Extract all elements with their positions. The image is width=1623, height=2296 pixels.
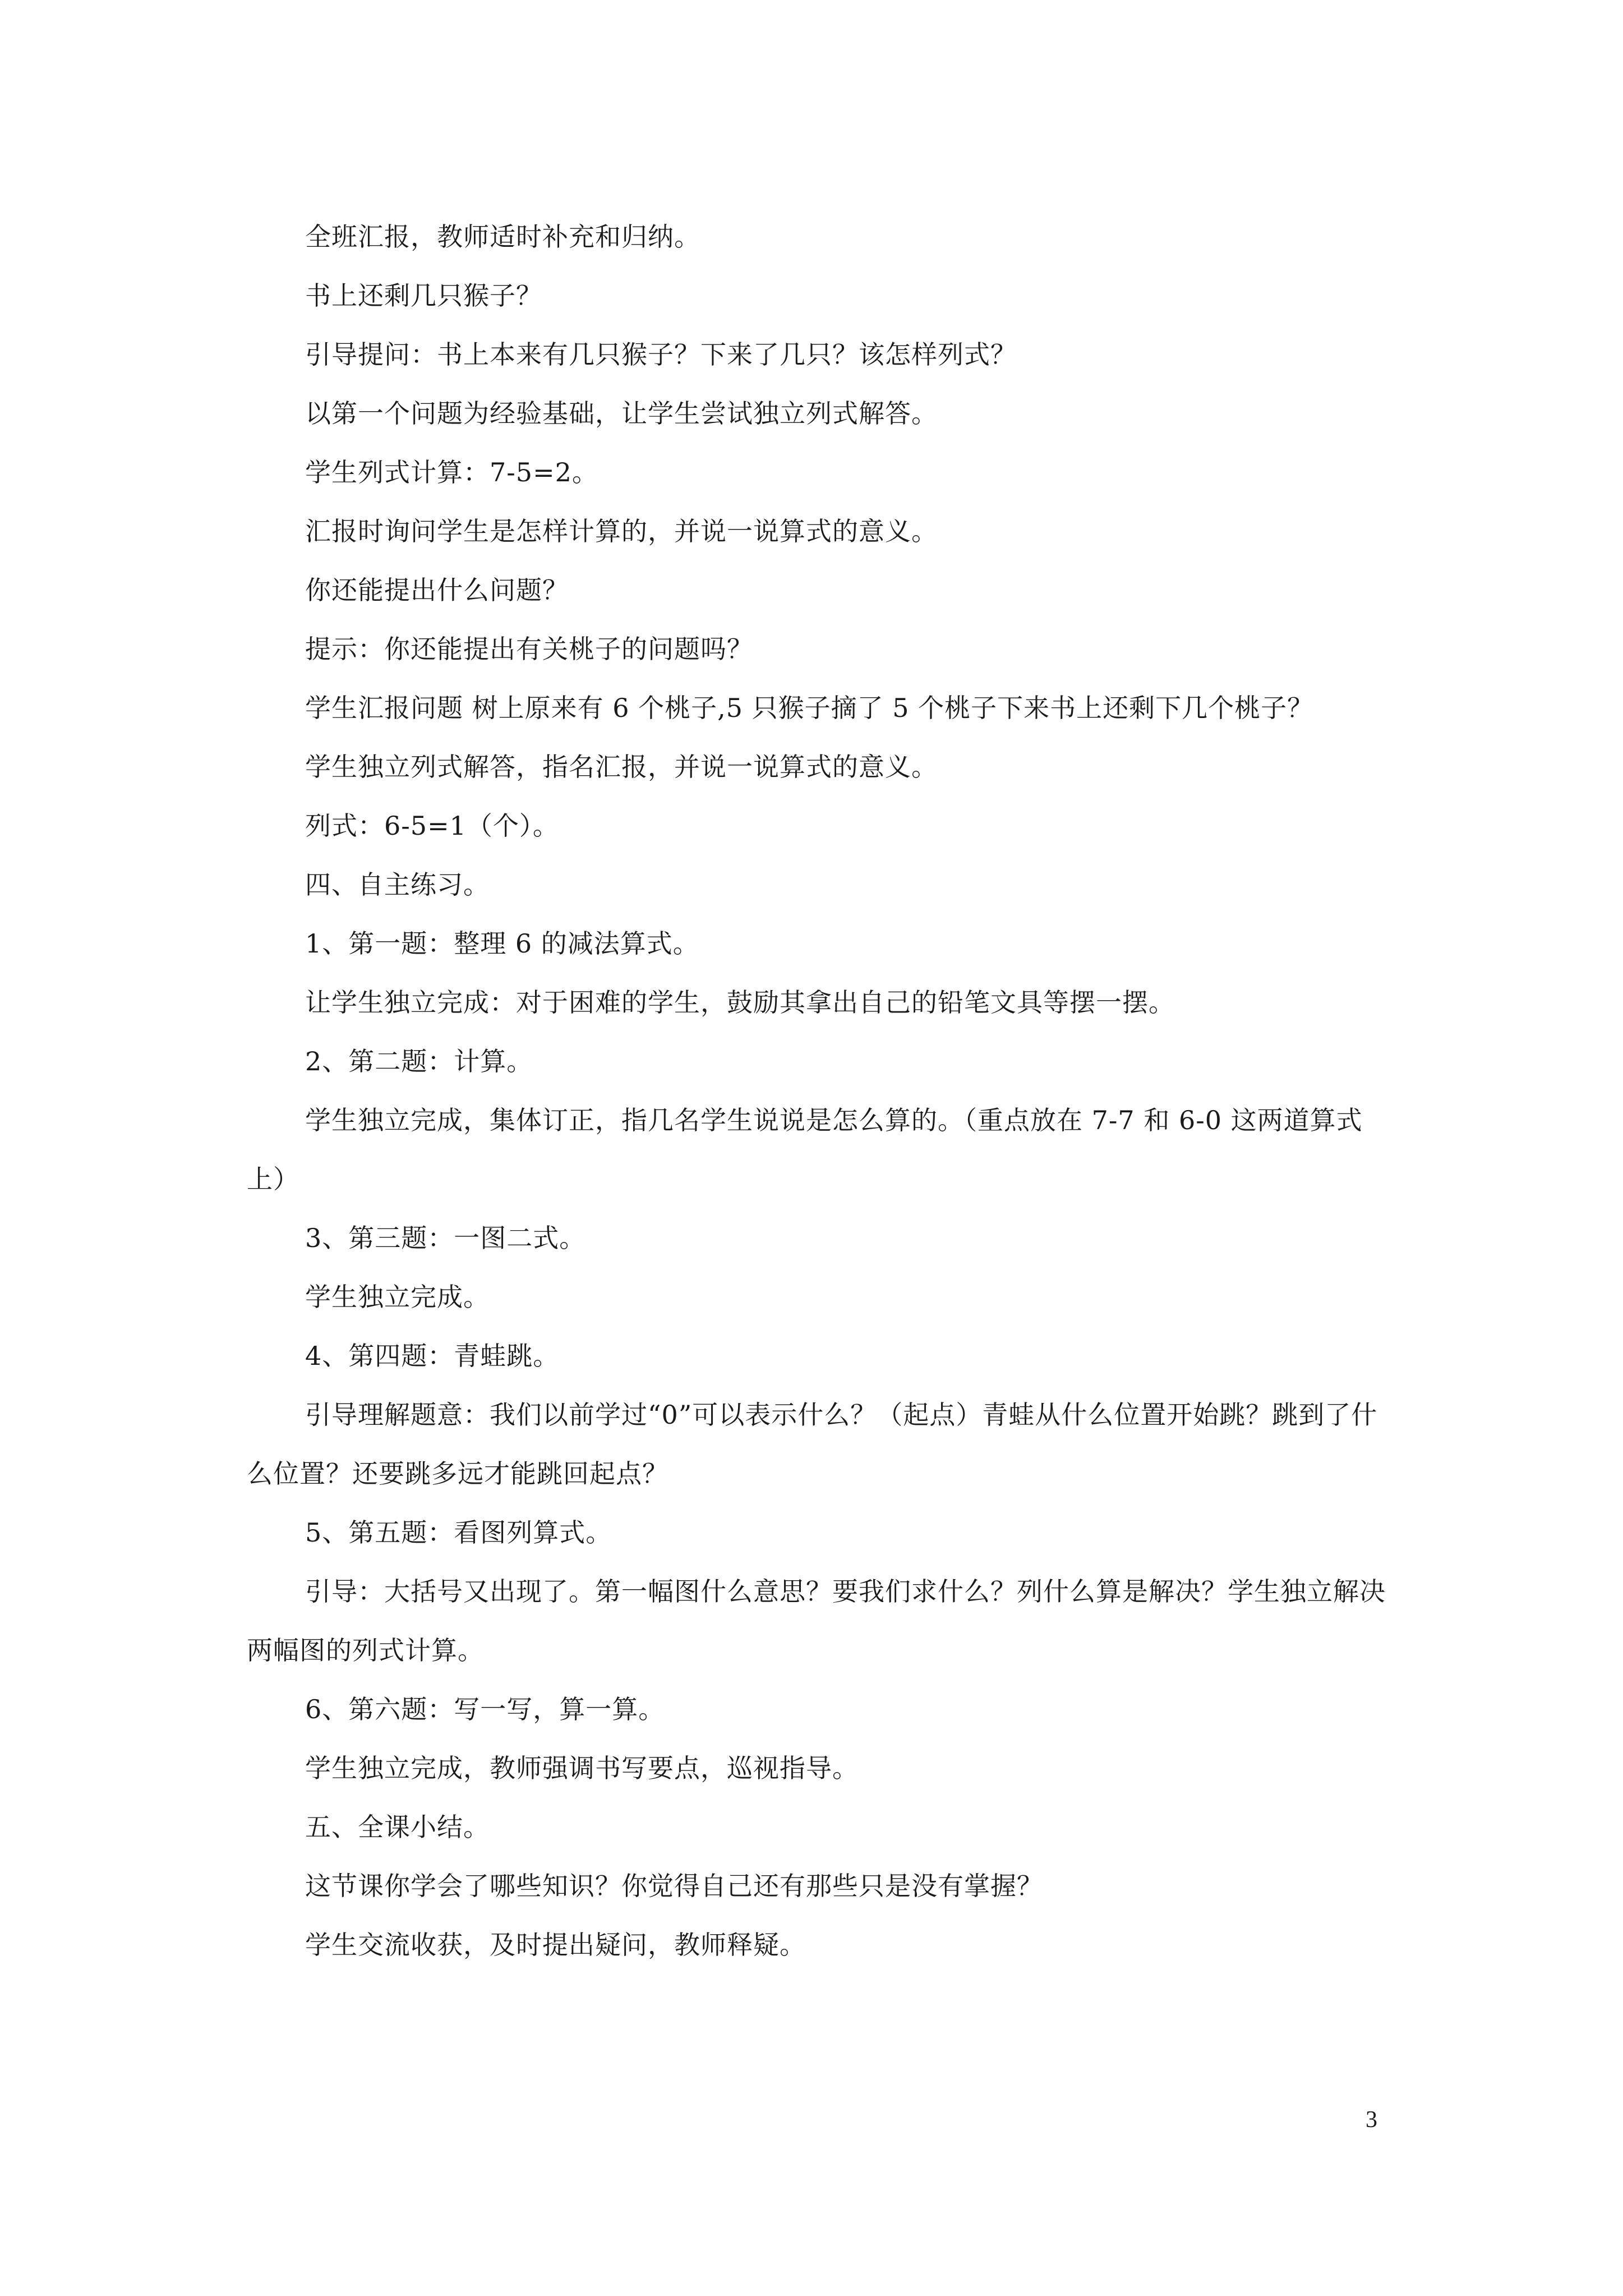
paragraph: 引导：大括号又出现了。第一幅图什么意思？要我们求什么？列什么算是解决？学生独立解决两幅图的列式计算。 [247,1576,1386,1665]
exercise-heading: 1、第一题：整理 6 的减法算式。 [305,928,699,959]
paragraph: 以第一个问题为经验基础，让学生尝试独立列式解答。 [305,398,938,429]
exercise-heading: 2、第二题：计算。 [305,1046,533,1076]
section-heading: 四、自主练习。 [305,869,490,900]
paragraph: 汇报时询问学生是怎样计算的，并说一说算式的意义。 [305,516,938,546]
paragraph: 学生列式计算：7-5=2。 [305,457,598,487]
paragraph: 学生汇报问题 树上原来有 6 个桃子,5 只猴子摘了 5 个桃子下来书上还剩下几个桃子？ [305,693,1314,723]
exercise-heading: 3、第三题：一图二式。 [305,1223,586,1253]
document-body [247,208,1391,1975]
exercise-heading: 5、第五题：看图列算式。 [305,1517,612,1548]
paragraph: 全班汇报，教师适时补充和归纳。 [305,222,700,252]
exercise-heading: 4、第四题：青蛙跳。 [305,1341,560,1371]
paragraph: 让学生独立完成：对于困难的学生，鼓励其拿出自己的铅笔文具等摆一摆。 [305,987,1175,1018]
paragraph: 引导提问：书上本来有几只猴子？下来了几只？该怎样列式？ [305,339,1017,370]
paragraph: 你还能提出什么问题？ [305,575,569,605]
section-heading: 五、全课小结。 [305,1812,490,1842]
exercise-heading: 6、第六题：写一写，算一算。 [305,1694,665,1724]
paragraph: 提示：你还能提出有关桃子的问题吗？ [305,634,753,664]
paragraph: 列式：6-5=1（个）。 [305,811,559,841]
paragraph: 这节课你学会了哪些知识？你觉得自己还有那些只是没有掌握？ [305,1871,1043,1901]
paragraph: 书上还剩几只猴子？ [305,280,542,311]
paragraph: 学生独立完成，集体订正，指几名学生说说是怎么算的。（重点放在 7-7 和 6-0 这两道算式上） [247,1105,1363,1194]
paragraph: 学生独立完成。 [305,1282,490,1312]
paragraph: 学生交流收获，及时提出疑问，教师释疑。 [305,1930,806,1960]
page-number: 3 [1366,2107,1377,2133]
paragraph: 学生独立完成，教师强调书写要点，巡视指导。 [305,1753,859,1783]
paragraph: 学生独立列式解答，指名汇报，并说一说算式的意义。 [305,752,938,782]
paragraph: 引导理解题意：我们以前学过“0”可以表示什么？（起点）青蛙从什么位置开始跳？跳到了什么位置？还要跳多远才能跳回起点？ [247,1400,1378,1489]
